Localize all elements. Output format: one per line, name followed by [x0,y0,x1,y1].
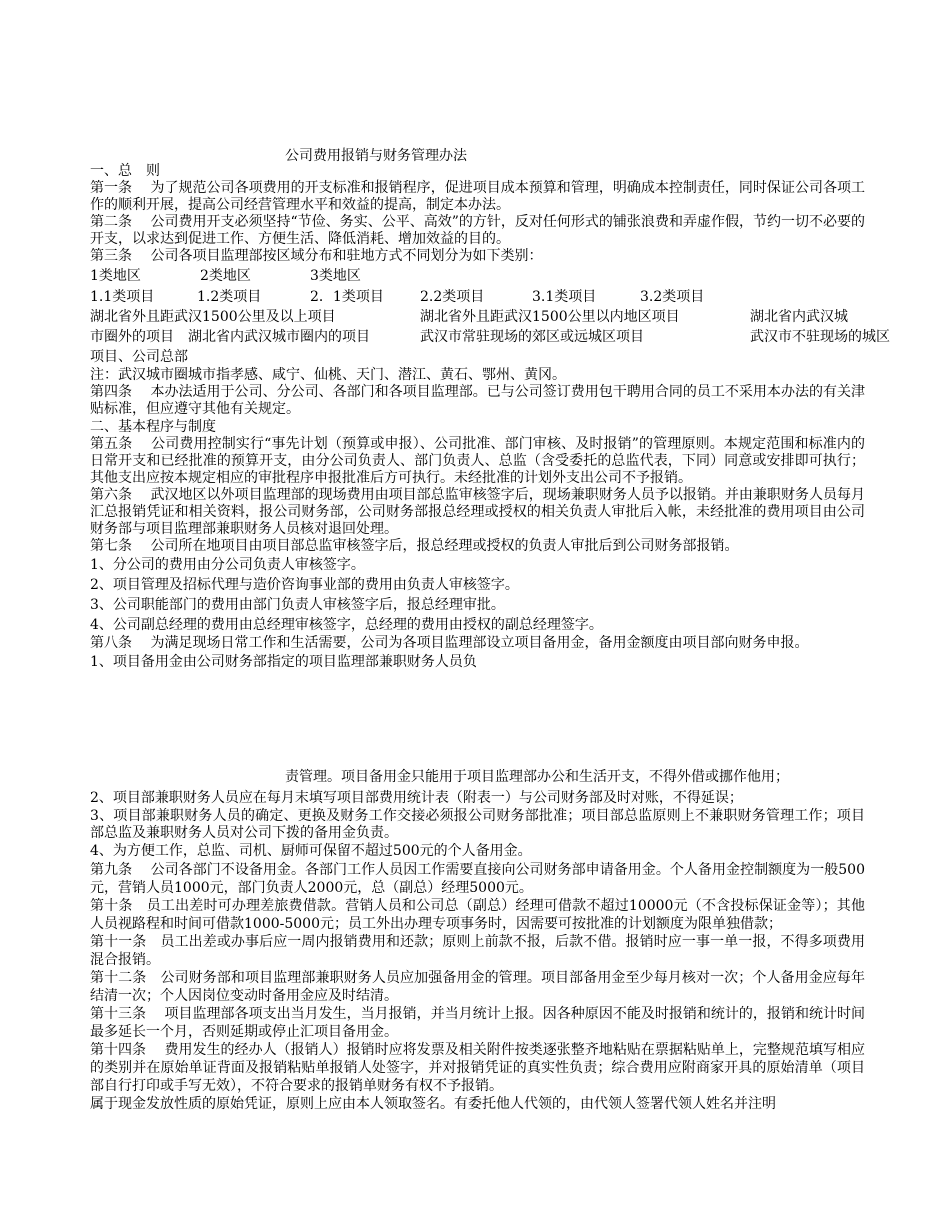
article-10: 第十条 员工出差时可办理差旅费借款。营销人员和公司总（副总）经理可借款不超过10000元（不含投标保证金等）；其他人员视路程和时间可借款1000-5000元；员工外出办理专项事务时，因需要可按批准的计划额度为限单独借款； [90,898,865,932]
desc-cell: 湖北省内武汉城 [750,309,848,325]
article-7-item-2: 2、项目管理及招标代理与造价咨询事业部的费用由负责人审核签字。 [90,577,519,593]
area-label: 3类地区 [310,268,361,284]
article-11: 第十一条 员工出差或办事后应一周内报销费用和还款；原则上前款不报，后款不借。报销时应一事一单一报，不得多项费用混合报销。 [90,934,865,968]
article-8-item-2: 2、项目部兼职财务人员应在每月末填写项目部费用统计表（附表一）与公司财务部及时对账，不得延误； [90,790,743,806]
document-title: 公司费用报销与财务管理办法 [285,148,467,164]
article-1: 第一条 为了规范公司各项费用的开支标准和报销程序，促进项目成本预算和管理，明确成本控制责任，同时保证公司各项工作的顺利开展，提高公司经营管理水平和效益的提高，制定本办法。 [90,180,865,213]
article-8-item-3: 3、项目部兼职财务人员的确定、更换及财务工作交接必须报公司财务部批准；项目部总监原则上不兼职财务管理工作；项目部总监及兼职财务人员对公司下拨的备用金负责。 [90,808,865,841]
article-7-item-4: 4、公司副总经理的费用由总经理审核签字，总经理的费用由授权的副总经理签字。 [90,617,603,633]
item-label: 1.2类项目 [197,289,262,305]
desc-cell: 湖北省外且距武汉1500公里及以上项目 [90,309,336,325]
desc-cell: 武汉市不驻现场的城区 [750,329,890,345]
article-3: 第三条 公司各项目监理部按区域分布和驻地方式不同划分为如下类别： [90,248,543,264]
item-label: 2.2类项目 [420,289,485,305]
desc-cell: 湖北省外且距武汉1500公里以内地区项目 [420,309,680,325]
article-7-item-1: 1、分公司的费用由分公司负责人审核签字。 [90,557,365,573]
article-8-item-1-continued: 责管理。项目备用金只能用于项目监理部办公和生活开支，不得外借或挪作他用； [285,769,789,785]
item-label: 2．1类项目 [310,289,384,305]
desc-cell: 市圈外的项目 湖北省内武汉城市圈内的项目 [90,329,370,345]
part-heading-2: 二、基本程序与制度 [90,419,216,435]
article-15-start: 属于现金发放性质的原始凭证，原则上应由本人领取签名。有委托他人代领的，由代领人签署代领人姓名并注明 [90,1096,776,1112]
article-7: 第七条 公司所在地项目由项目部总监审核签字后，报总经理或授权的负责人审批后到公司财务部报销。 [90,538,739,554]
desc-cell: 项目、公司总部 [90,349,188,365]
article-7-item-3: 3、公司职能部门的费用由部门负责人审核签字后，报总经理审批。 [90,597,505,613]
article-8-item-4: 4、为方便工作，总监、司机、厨师可保留不超过500元的个人备用金。 [90,843,532,859]
area-row [90,265,865,287]
page-section-1 [90,162,890,672]
page-section-2 [90,789,865,1113]
article-12: 第十二条 公司财务部和项目监理部兼职财务人员应加强备用金的管理。项目部备用金至少每月核对一次；个人备用金应每年结清一次；个人因岗位变动时备用金应及时结清。 [90,970,865,1004]
item-label: 1.1类项目 [90,289,155,305]
item-label: 3.2类项目 [640,289,705,305]
article-13: 第十三条 项目监理部各项支出当月发生，当月报销，并当月统计上报。因各种原因不能及时报销和统计的，报销和统计时间最多延长一个月，否则延期或停止汇项目备用金。 [90,1006,865,1040]
desc-cell: 武汉市常驻现场的郊区或远城区项目 [420,329,644,345]
area-label: 2类地区 [200,268,251,284]
item-label: 3.1类项目 [532,289,597,305]
area-description-table [90,307,890,367]
article-8: 第八条 为满足现场日常工作和生活需要，公司为各项目监理部设立项目备用金，备用金额度由项目部向财务申报。 [90,635,809,651]
article-4: 第四条 本办法适用于公司、分公司、各部门和各项目监理部。已与公司签订费用包干聘用合同的员工不采用本办法的有关津贴标准，但应遵守其他有关规定。 [90,384,865,417]
article-5: 第五条 公司费用控制实行“事先计划（预算或申报）、公司批准、部门审核、及时报销”的管理原则。本规定范围和标准内的日常开支和已经批准的预算开支，由分公司负责人、部门负责人、总监（含受委托的总监代表，下同）同意或安排即可执行；其他支出应按本规定相应的审批程序申报批准后方可执行。未经批准的计划外支出公司不予报销。 [90,436,865,486]
area-note: 注：武汉城市圈城市指孝感、咸宁、仙桃、天门、潜江、黄石、鄂州、黄冈。 [90,367,566,383]
area-label: 1类地区 [90,268,141,284]
part-heading-1: 一、总 则 [90,163,160,179]
article-6: 第六条 武汉地区以外项目监理部的现场费用由项目部总监审核签字后，现场兼职财务人员予以报销。并由兼职财务人员每月汇总报销凭证和相关资料，报公司财务部，公司财务部报总经理或授权的相关负责人审批后入帐，未经批准的费用项目由公司财务部与项目监理部兼职财务人员核对退回处理。 [90,487,865,537]
article-2: 第二条 公司费用开支必须坚持“节俭、务实、公平、高效”的方针，反对任何形式的铺张浪费和弄虚作假，节约一切不必要的开支，以求达到促进工作、方便生活、降低消耗、增加效益的目的。 [90,214,865,247]
article-8-item-1-start: 1、项目备用金由公司财务部指定的项目监理部兼职财务人员负 [90,654,477,670]
article-9: 第九条 公司各部门不设备用金。各部门工作人员因工作需要直接向公司财务部申请备用金。个人备用金控制额度为一般500元，营销人员1000元，部门负责人2000元，总（副总）经理5000元。 [90,862,865,896]
article-14: 第十四条 费用发生的经办人（报销人）报销时应将发票及相关附件按类逐张整齐地粘贴在票据粘贴单上，完整规范填写相应的类别并在原始单证背面及报销粘贴单报销人处签字，并对报销凭证的真实性负责；综合费用应附商家开具的原始清单（项目部自行打印或手写无效），不符合要求的报销单财务有权不予报销。 [90,1042,865,1094]
item-row [90,287,865,307]
